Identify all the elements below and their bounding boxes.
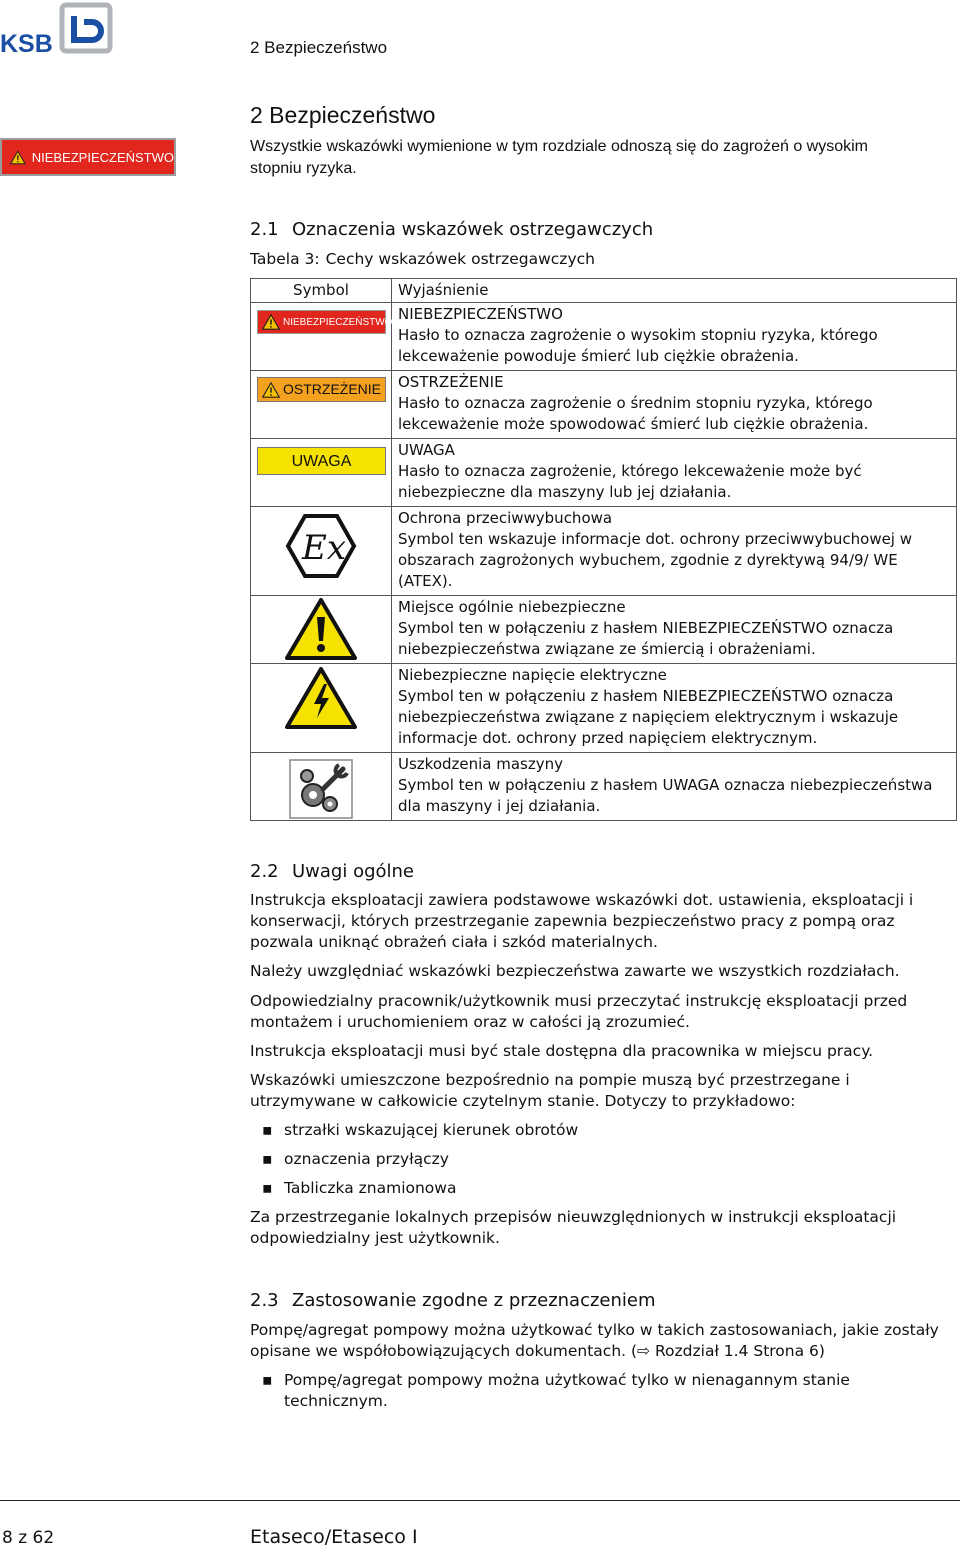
caption-label: Tabela 3: [250, 250, 320, 268]
row-text: Symbol ten w połączeniu z hasłem NIEBEZPIECZEŃSTWO oznacza niebezpieczeństwa związane z napięciem elektrycznym i wskazuje informacje dot. ochrony przed napięciem elektrycznym. [398, 687, 899, 747]
svg-text:KSB: KSB [0, 30, 53, 54]
danger-badge-label: NIEBEZPIECZEŃSTWO [31, 149, 174, 165]
caution-signal [257, 447, 386, 475]
running-header: 2 Bezpieczeństwo [250, 38, 388, 57]
row-title: NIEBEZPIECZEŃSTWO [398, 305, 563, 323]
heading-text: Zastosowanie zgodne z przeznaczeniem [292, 1290, 656, 1311]
list-item-text: Tabliczka znamionowa [284, 1179, 457, 1197]
table-row [251, 439, 957, 507]
row-title: UWAGA [398, 441, 455, 459]
paragraph: Wskazówki umieszczone bezpośrednio na pompie muszą być przestrzegane i utrzymywane w całkowicie czytelnym stanie. Dotyczy to przykładowo: [250, 1071, 850, 1110]
table-row [251, 303, 957, 371]
explanation-cell [392, 439, 957, 507]
paragraph: Instrukcja eksploatacji zawiera podstawowe wskazówki dot. ustawienia, eksploatacji i konserwacji, których przestrzeganie zapewnia bezpieczeństwo pracy z pompą oraz pozwala uniknąć obrażeń ciała i szkód materialnych. [250, 891, 914, 951]
ex-hexagon-icon [285, 513, 357, 579]
table-row [251, 507, 957, 596]
table-row [251, 596, 957, 664]
row-text: Hasło to oznacza zagrożenie o wysokim stopniu ryzyka, którego lekceważenie powoduje śmierć lub ciężkie obrażenia. [398, 326, 878, 365]
warning-table [250, 278, 957, 821]
document-title: Etaseco/Etaseco I [250, 1526, 418, 1548]
section-intro: Wszystkie wskazówki wymienione w tym rozdziale odnoszą się do zagrożeń o wysokim stopniu ryzyka. [250, 138, 868, 177]
heading-number: 2.2 [250, 861, 279, 882]
explanation-cell [392, 303, 957, 371]
list-item: ▪ strzałki wskazującej kierunek obrotów [264, 1120, 944, 1141]
heading-2-1 [250, 219, 653, 240]
heading-number: 2.1 [250, 219, 279, 240]
symbol-cell [251, 596, 392, 664]
symbol-cell [251, 303, 392, 371]
col-explanation: Wyjaśnienie [392, 279, 957, 303]
section-title: 2 Bezpieczeństwo [250, 102, 436, 128]
explanation-cell [392, 507, 957, 596]
paragraph: Pompę/agregat pompowy można użytkować tylko w takich zastosowaniach, jakie zostały opisane we współobowiązujących dokumentach. (⇨ Rozdział 1.4 Strona 6) [250, 1321, 939, 1360]
explanation-cell [392, 664, 957, 753]
warning-triangle-icon [262, 382, 280, 398]
row-title: Niebezpieczne napięcie elektryczne [398, 666, 667, 684]
paragraph: Za przestrzeganie lokalnych przepisów nieuwzględnionych w instrukcji eksploatacji odpowiedzialny jest użytkownik. [250, 1208, 897, 1247]
paragraph: Należy uwzględniać wskazówki bezpieczeństwa zawarte we wszystkich rozdziałach. [250, 962, 900, 980]
paragraph: Instrukcja eksploatacji musi być stale dostępna dla pracownika w miejscu pracy. [250, 1042, 874, 1060]
list-item: ▪ Pompę/agregat pompowy można użytkować tylko w nienagannym stanie technicznym. [264, 1370, 944, 1412]
list-item-text: strzałki wskazującej kierunek obrotów [284, 1121, 579, 1139]
footer-divider [0, 1500, 960, 1501]
heading-text: Uwagi ogólne [292, 861, 415, 882]
svg-text:Ex: Ex [302, 528, 346, 568]
explanation-cell [392, 596, 957, 664]
col-symbol: Symbol [251, 279, 392, 303]
list-item: ▪ Tabliczka znamionowa [264, 1178, 944, 1199]
symbol-cell [251, 439, 392, 507]
signal-label: NIEBEZPIECZEŃSTWO [283, 316, 393, 328]
ksb-logo [0, 2, 114, 54]
row-title: Ochrona przeciwwybuchowa [398, 509, 613, 527]
warning-signal [257, 377, 386, 402]
caption-text: Cechy wskazówek ostrzegawczych [325, 250, 595, 268]
danger-badge [0, 138, 176, 176]
row-text: Symbol ten wskazuje informacje dot. ochrony przeciwwybuchowej w obszarach zagrożonych wybuchem, zgodnie z dyrektywą 94/9/ WE (ATEX). [398, 530, 913, 590]
explanation-cell [392, 371, 957, 439]
warning-triangle-icon [10, 147, 26, 168]
row-text: Hasło to oznacza zagrożenie o średnim stopniu ryzyka, którego lekceważenie może spowodować śmierć lub ciężkie obrażenia. [398, 394, 873, 433]
exclamation-triangle-icon [284, 597, 358, 661]
row-title: Uszkodzenia maszyny [398, 755, 564, 773]
list-item-text: oznaczenia przyłączy [284, 1150, 449, 1168]
danger-signal [257, 310, 393, 334]
paragraph: Odpowiedzialny pracownik/użytkownik musi przeczytać instrukcję eksploatacji przed montażem i uruchomieniem oraz w całości ją zrozumieć. [250, 992, 908, 1031]
row-text: Symbol ten w połączeniu z hasłem UWAGA oznacza niebezpieczeństwa dla maszyny i jej działania. [398, 776, 933, 815]
symbol-cell [251, 371, 392, 439]
table-row [251, 371, 957, 439]
row-text: Symbol ten w połączeniu z hasłem NIEBEZPIECZEŃSTWO oznacza niebezpieczeństwa związane ze śmiercią i obrażeniami. [398, 619, 894, 658]
row-title: OSTRZEŻENIE [398, 373, 504, 391]
heading-text: Oznaczenia wskazówek ostrzegawczych [292, 219, 654, 240]
symbol-cell [251, 507, 392, 596]
list-item-text: Pompę/agregat pompowy można użytkować tylko w nienagannym stanie technicznym. [284, 1371, 850, 1410]
lightning-triangle-icon [284, 666, 358, 730]
signal-label: OSTRZEŻENIE [283, 381, 382, 397]
table-caption [250, 250, 595, 268]
heading-2-3 [250, 1290, 656, 1311]
list-item: ▪ oznaczenia przyłączy [264, 1149, 944, 1170]
explanation-cell [392, 753, 957, 821]
table-row [251, 664, 957, 753]
heading-2-2 [250, 861, 414, 882]
row-title: Miejsce ogólnie niebezpieczne [398, 598, 626, 616]
gears-wrench-icon [289, 759, 353, 819]
warning-triangle-icon [262, 314, 280, 330]
heading-number: 2.3 [250, 1290, 279, 1311]
signal-label: UWAGA [291, 452, 352, 470]
table-row [251, 753, 957, 821]
symbol-cell [251, 664, 392, 753]
row-text: Hasło to oznacza zagrożenie, którego lekceważenie może być niebezpieczne dla maszyny lub jej działania. [398, 462, 862, 501]
table-header-row [251, 279, 957, 303]
page-number: 8 z 62 [2, 1528, 55, 1548]
symbol-cell [251, 753, 392, 821]
